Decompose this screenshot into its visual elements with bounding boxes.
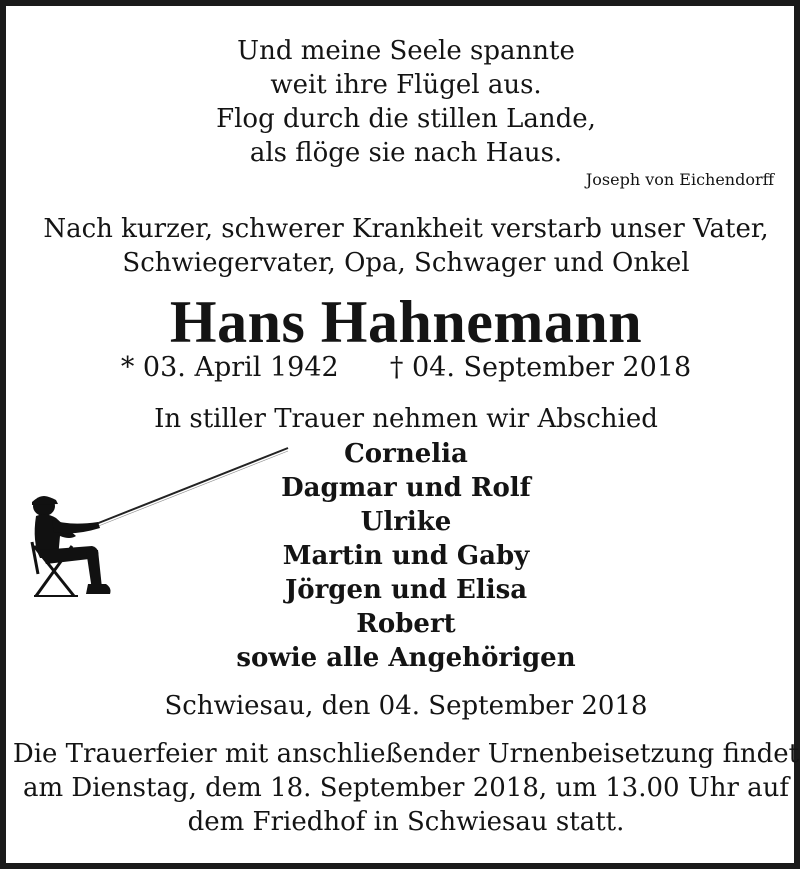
mourner-name: Robert <box>356 609 456 639</box>
mourner-name: Cornelia <box>344 439 468 469</box>
intro-line: Nach kurzer, schwerer Krankheit verstarb unser Vater, <box>43 214 769 244</box>
poem-author: Joseph von Eichendorff <box>585 170 774 189</box>
life-dates <box>6 352 800 383</box>
fishing-rod <box>96 448 288 524</box>
place-date: Schwiesau, den 04. September 2018 <box>164 691 648 721</box>
fisherman-icon <box>26 446 316 606</box>
service-line: dem Friedhof in Schwiesau statt. <box>187 807 625 837</box>
service-line: Die Trauerfeier mit anschließender Urnenbeisetzung findet <box>12 739 800 769</box>
intro-line: Schwiegervater, Opa, Schwager und Onkel <box>122 248 690 278</box>
mourner-name: Dagmar und Rolf <box>281 473 531 503</box>
mourner-name: Martin und Gaby <box>282 541 530 571</box>
mourner-name: Ulrike <box>360 507 452 537</box>
poem-line: weit ihre Flügel aus. <box>270 70 542 100</box>
deceased-name: Hans Hahnemann <box>169 289 643 355</box>
death-date: † 04. September 2018 <box>389 352 692 383</box>
mourning-statement: In stiller Trauer nehmen wir Abschied <box>154 404 658 434</box>
poem-line: als flöge sie nach Haus. <box>249 138 563 168</box>
service-line: am Dienstag, dem 18. September 2018, um 13.00 Uhr auf <box>22 773 790 803</box>
poem-line: Flog durch die stillen Lande, <box>216 104 596 134</box>
mourner-name: sowie alle Angehörigen <box>236 643 576 673</box>
birth-date: * 03. April 1942 <box>120 352 339 383</box>
poem-line: Und meine Seele spannte <box>237 36 575 66</box>
mourner-name: Jörgen und Elisa <box>284 575 528 605</box>
